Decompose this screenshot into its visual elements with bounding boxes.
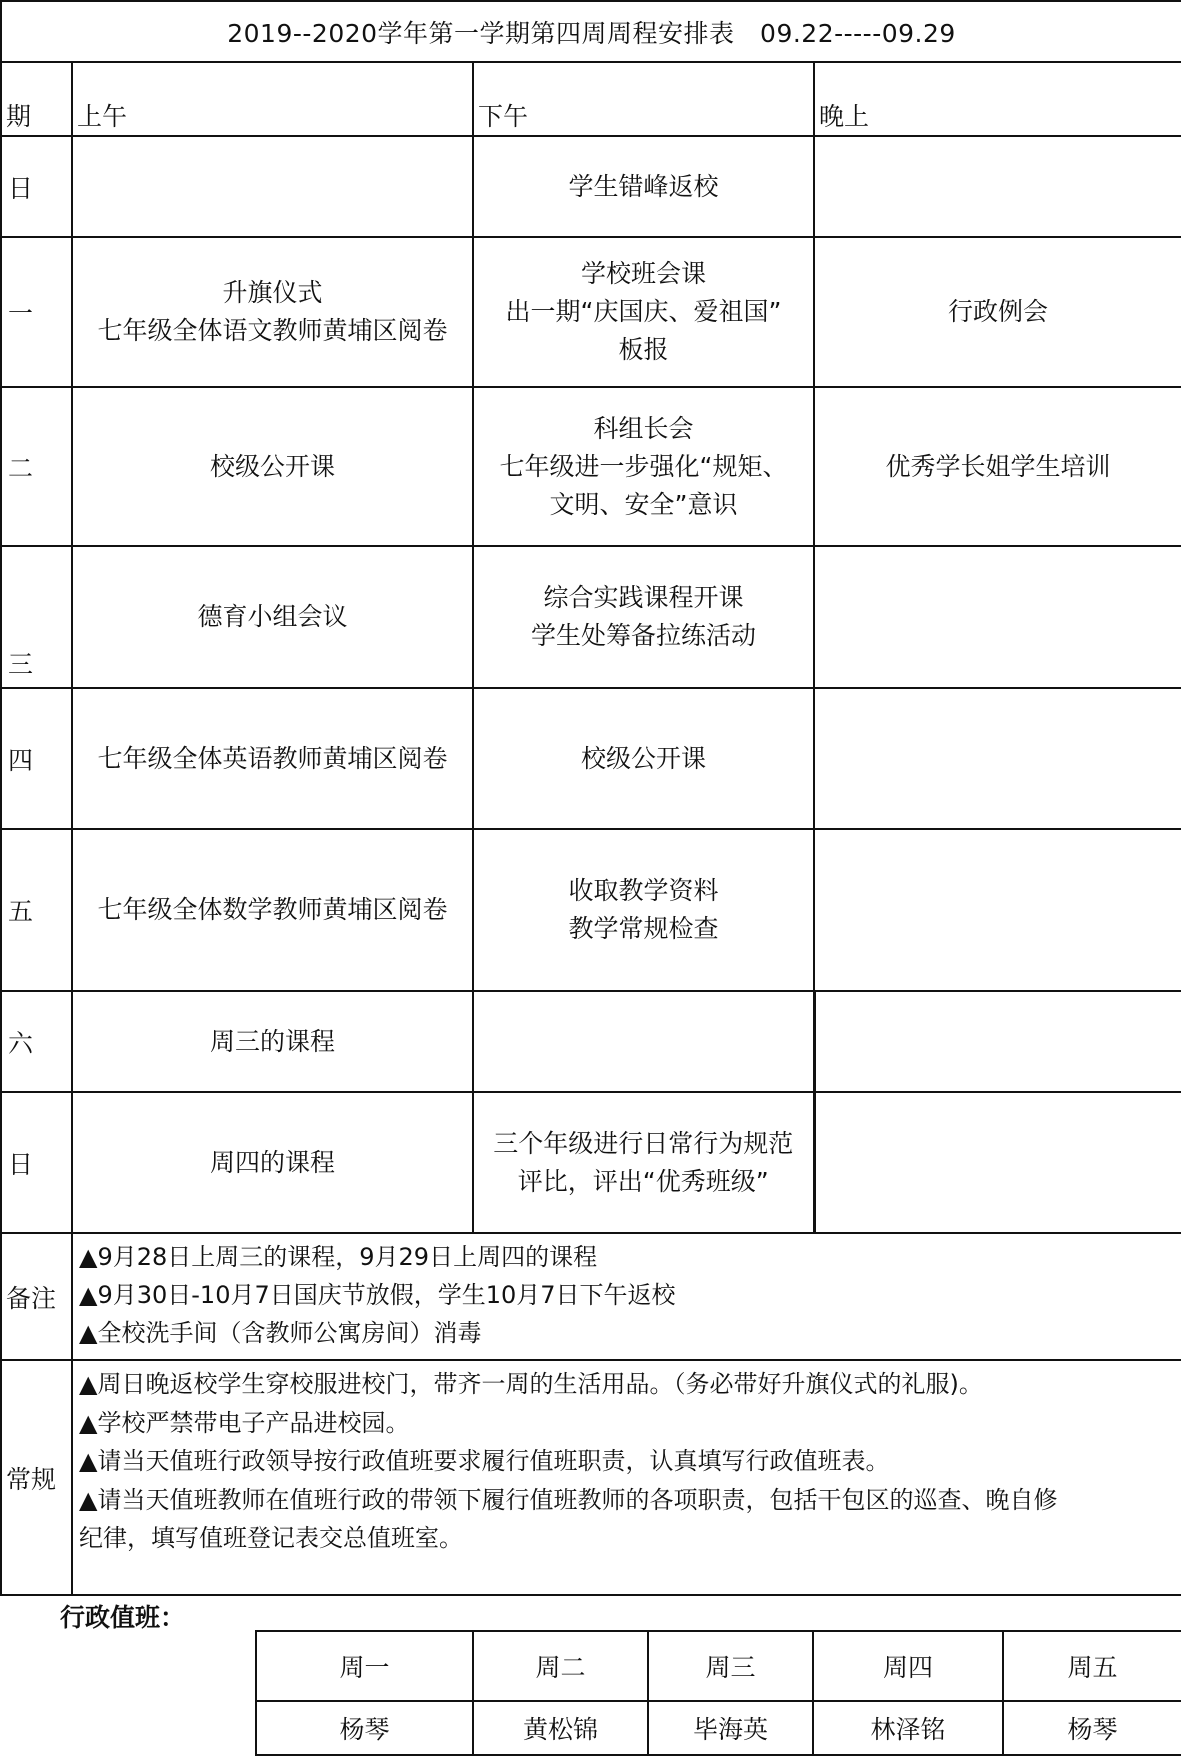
header-afternoon: 下午 [473,62,814,136]
cell-line: 出一期“庆国庆、爱祖国” [505,297,782,326]
cell-line: 三个年级进行日常行为规范 [493,1128,794,1158]
morning-cell [72,387,473,546]
day-row [1,546,1181,688]
cell-line: 学生错峰返校 [568,171,719,201]
afternoon-cell [473,387,814,546]
cell-line: 优秀学长姐学生培训 [885,451,1111,481]
evening-cell [814,688,1181,829]
day-row [1,1092,1181,1233]
cell-line: 科组长会 [593,413,694,443]
afternoon-cell [473,829,814,991]
cell-line: 行政例会 [948,297,1049,326]
cell-line: 学校班会课 [580,259,706,288]
remark-line: ▲9月28日上周三的课程，9月29日上周四的课程 [79,1243,598,1271]
duty-day: 周三 [648,1631,813,1701]
cell-line: 升旗仪式 [222,278,323,307]
duty-day: 周四 [813,1631,1003,1701]
remarks-label: 备注 [1,1233,72,1360]
evening-cell [814,1092,1181,1233]
day-row [1,237,1181,387]
evening-cell [814,136,1181,237]
cell-line: 文明、安全”意识 [549,489,738,519]
schedule-title: 2019--2020学年第一学期第四周周程安排表 09.22-----09.29 [1,1,1181,62]
duty-name: 杨琴 [1003,1701,1181,1755]
header-period: 期 [1,62,72,136]
routine-line: 纪律，填写值班登记表交总值班室。 [79,1524,463,1552]
afternoon-cell [473,237,814,387]
day-label: 一 [1,237,72,387]
cell-line: 教学常规检查 [568,914,719,943]
day-label: 二 [1,387,72,546]
duty-names-row [256,1701,1181,1755]
afternoon-cell [473,1092,814,1233]
morning-cell [72,829,473,991]
cell-line: 七年级全体数学教师黄埔区阅卷 [97,895,448,924]
day-row [1,829,1181,991]
cell-line: 周三的课程 [209,1026,335,1056]
remark-line: ▲9月30日-10月7日国庆节放假，学生10月7日下午返校 [79,1281,676,1309]
header-evening: 晚上 [814,62,1181,136]
cell-line: 综合实践课程开课 [543,583,744,612]
duty-day: 周五 [1003,1631,1181,1701]
header-morning: 上午 [72,62,473,136]
duty-day: 周一 [256,1631,473,1701]
day-row [1,387,1181,546]
cell-line: 收取教学资料 [568,876,719,905]
cell-line: 学生处筹备拉练活动 [530,621,756,650]
duty-table [255,1630,1181,1756]
routine-row [1,1360,1181,1595]
day-row [1,991,1181,1092]
evening-cell [814,829,1181,991]
morning-cell [72,237,473,387]
day-label: 六 [1,991,72,1092]
afternoon-cell [473,688,814,829]
cell-line: 七年级全体语文教师黄埔区阅卷 [97,316,448,345]
morning-cell [72,991,473,1092]
cell-line: 评比，评出“优秀班级” [517,1166,769,1196]
duty-name: 杨琴 [256,1701,473,1755]
duty-day: 周二 [473,1631,648,1701]
day-label: 日 [1,136,72,237]
routine-content [72,1360,1181,1595]
day-row [1,136,1181,237]
evening-cell [814,237,1181,387]
duty-name: 黄松锦 [473,1701,648,1755]
duty-title: 行政值班： [60,1603,186,1632]
routine-line: ▲周日晚返校学生穿校服进校门，带齐一周的生活用品。（务必带好升旗仪式的礼服)。 [79,1370,983,1398]
routine-line: ▲请当天值班行政领导按行政值班要求履行值班职责，认真填写行政值班表。 [79,1447,890,1475]
afternoon-cell [473,136,814,237]
duty-days-row [256,1631,1181,1701]
cell-line: 板报 [618,335,669,364]
day-label: 日 [1,1092,72,1233]
afternoon-cell [473,991,814,1092]
evening-cell [814,387,1181,546]
day-row [1,688,1181,829]
remarks-content [72,1233,1181,1360]
cell-line: 周四的课程 [209,1147,335,1177]
day-label: 五 [1,829,72,991]
morning-cell [72,688,473,829]
evening-cell [814,546,1181,688]
cell-line: 七年级进一步强化“规矩、 [499,451,788,481]
duty-name: 毕海英 [648,1701,813,1755]
morning-cell [72,136,473,237]
day-label: 四 [1,688,72,829]
cell-line: 校级公开课 [580,743,706,773]
remarks-row [1,1233,1181,1360]
duty-name: 林泽铭 [813,1701,1003,1755]
evening-cell [814,991,1181,1092]
afternoon-cell [473,546,814,688]
remark-line: ▲全校洗手间（含教师公寓房间）消毒 [79,1319,482,1347]
routine-line: ▲请当天值班教师在值班行政的带领下履行值班教师的各项职责，包括干包区的巡查、晚自修 [79,1485,1058,1514]
day-label: 三 [1,546,72,688]
morning-cell [72,1092,473,1233]
cell-line: 校级公开课 [209,451,335,481]
routine-line: ▲学校严禁带电子产品进校园。 [79,1408,410,1437]
cell-line: 七年级全体英语教师黄埔区阅卷 [97,743,448,773]
cell-line: 德育小组会议 [197,602,348,631]
routine-label: 常规 [1,1360,72,1595]
morning-cell [72,546,473,688]
